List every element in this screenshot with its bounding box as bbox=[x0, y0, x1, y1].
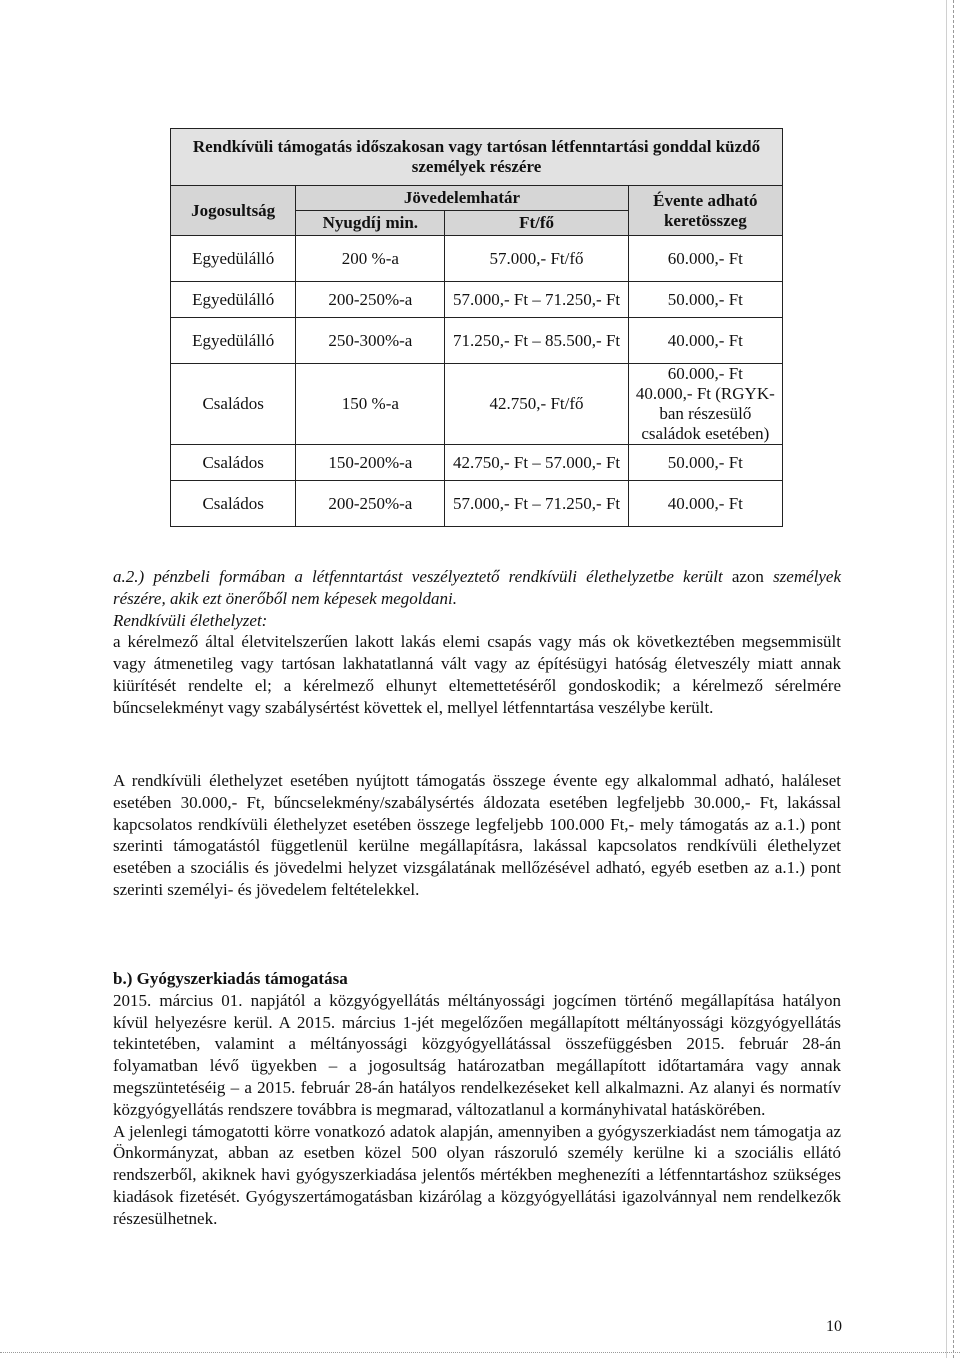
cell-ftfo: 71.250,- Ft – 85.500,- Ft bbox=[445, 318, 628, 364]
cell-ftfo: 42.750,- Ft – 57.000,- Ft bbox=[445, 445, 628, 481]
cell-jogosultsag: Családos bbox=[171, 481, 296, 527]
cell-jogosultsag: Családos bbox=[171, 445, 296, 481]
table-row bbox=[171, 364, 783, 445]
section-b-para1: 2015. március 01. napjától a közgyógyellátás méltányossági jogcímen történő megállapítása hatályon kívül helyezésre kerül. A 2015. március 1-jét megelőzően megállapított méltányossági közgyógyellátás tekintetében, valamint a méltányossági közgyógyellátással összefüggésben 2015. február 28-án folyamatban lévő ügyekben – a jogosultság határozatban megállapított időtartamára vagy annak megszüntetéséig – a 2015. február 28-án hatályos rendelkezéseket kell alkalmazni. Az alanyi és normatív közgyógyellátás rendszere továbbra is megmarad, változatlanul a kormányhivatal hatáskörében. bbox=[113, 990, 841, 1119]
a2-lead-plain: azon bbox=[731, 567, 764, 586]
cell-keret: 40.000,- Ft bbox=[628, 481, 782, 527]
cell-ftfo: 57.000,- Ft – 71.250,- Ft bbox=[445, 282, 628, 318]
cell-nyugdij: 150-200%-a bbox=[296, 445, 445, 481]
definition-label: Rendkívüli élethelyzet: bbox=[113, 610, 268, 630]
cell-keret: 50.000,- Ft bbox=[628, 282, 782, 318]
cell-jogosultsag: Egyedülálló bbox=[171, 318, 296, 364]
table-row bbox=[171, 445, 783, 481]
a2-lead-italic2: személyek részére, akik ezt önerőből nem képesek megoldani. bbox=[113, 567, 842, 608]
header-ftfo: Ft/fő bbox=[445, 211, 628, 236]
cell-keret: 60.000,- Ft bbox=[628, 236, 782, 282]
section-a2 bbox=[113, 566, 841, 719]
header-jovedelemhatar: Jövedelemhatár bbox=[296, 186, 628, 211]
cell-nyugdij: 200-250%-a bbox=[296, 481, 445, 527]
amount-paragraph bbox=[113, 770, 841, 901]
cell-ftfo: 57.000,- Ft/fő bbox=[445, 236, 628, 282]
definition-text: a kérelmező által életvitelszerűen lakott lakás elemi csapás vagy más ok következtében megsemmisült vagy átmenetileg vagy tartósan lakhatatlanná vált vagy az építésügyi hatóság életveszély miatt annak kiürítését rendelte el; a kérelmező elhunyt eltemettetéséről gondoskodik; a kérelmező sérelmére bűncselekményt vagy szabálysértést követtek el, mellyel létfenntartása veszélybe került. bbox=[113, 632, 841, 717]
table-row bbox=[171, 481, 783, 527]
table-row bbox=[171, 318, 783, 364]
cell-nyugdij: 250-300%-a bbox=[296, 318, 445, 364]
header-keretosszeg: Évente adható keretösszeg bbox=[628, 186, 782, 236]
section-b bbox=[113, 968, 841, 1230]
cell-keret: 40.000,- Ft bbox=[628, 318, 782, 364]
amount-text: A rendkívüli élethelyzet esetében nyújtott támogatás összege évente egy alkalommal adható, haláleset esetében 30.000,- Ft, bűncselekmény/szabálysértés áldozata esetében legfeljebb 30.000,- Ft, lakással kapcsolatos rendkívüli élethelyzet esetében összege legfeljebb 100.000 Ft,- mely támogatás az a.1.) pont szerinti támogatástól függetlenül kerülne megállapításra, lakással kapcsolatos rendkívüli élethelyzet esetében a szociális és jövedelmi helyzet vizsgálatának mellőzésével adható, egyéb esetben az a.1.) pont szerinti személyi- és jövedelem feltételekkel. bbox=[113, 771, 841, 899]
cell-nyugdij: 200-250%-a bbox=[296, 282, 445, 318]
scan-edge-right bbox=[952, 0, 954, 1358]
header-nyugdij: Nyugdíj min. bbox=[296, 211, 445, 236]
page-number: 10 bbox=[826, 1318, 842, 1335]
cell-jogosultsag: Családos bbox=[171, 364, 296, 445]
table-row bbox=[171, 236, 783, 282]
cell-keret bbox=[628, 364, 782, 445]
scan-edge-bottom bbox=[0, 1351, 960, 1353]
cell-keret-line1: 60.000,- Ft bbox=[667, 364, 743, 383]
cell-keret-line2: 40.000,- Ft (RGYK-ban részesülő családok esetében) bbox=[635, 384, 775, 443]
cell-jogosultsag: Egyedülálló bbox=[171, 282, 296, 318]
section-b-heading: b.) Gyógyszerkiadás támogatása bbox=[113, 969, 348, 988]
a2-lead bbox=[113, 566, 841, 610]
cell-keret: 50.000,- Ft bbox=[628, 445, 782, 481]
cell-nyugdij: 150 %-a bbox=[296, 364, 445, 445]
table-row bbox=[171, 282, 783, 318]
support-table bbox=[170, 128, 783, 527]
table-title: Rendkívüli támogatás időszakosan vagy tartósan létfenntartási gonddal küzdő személyek részére bbox=[171, 129, 783, 186]
a2-label: a.2.) bbox=[113, 567, 145, 586]
cell-ftfo: 57.000,- Ft – 71.250,- Ft bbox=[445, 481, 628, 527]
cell-nyugdij: 200 %-a bbox=[296, 236, 445, 282]
scan-edge-right-inner bbox=[946, 0, 947, 1358]
cell-jogosultsag: Egyedülálló bbox=[171, 236, 296, 282]
section-b-para2: A jelenlegi támogatotti körre vonatkozó adatok alapján, amennyiben a gyógyszerkiadást nem támogatja az Önkormányzat, abban az esetben közel 500 olyan rászoruló személy kerülne ki a szociális ellátó rendszerből, akiknek havi gyógyszerkiadása jelentős mértékben meghenezíti a létfenntartáshoz szükséges kiadások fizetését. Gyógyszertámogatásban kizárólag a közgyógyellátási igazolvánnyal nem rendelkezők részesülhetnek. bbox=[113, 1121, 841, 1228]
a2-lead-italic: pénzbeli formában a létfenntartást veszélyeztető rendkívüli élethelyzetbe került bbox=[153, 567, 723, 586]
header-jogosultsag: Jogosultság bbox=[171, 186, 296, 236]
cell-ftfo: 42.750,- Ft/fő bbox=[445, 364, 628, 445]
